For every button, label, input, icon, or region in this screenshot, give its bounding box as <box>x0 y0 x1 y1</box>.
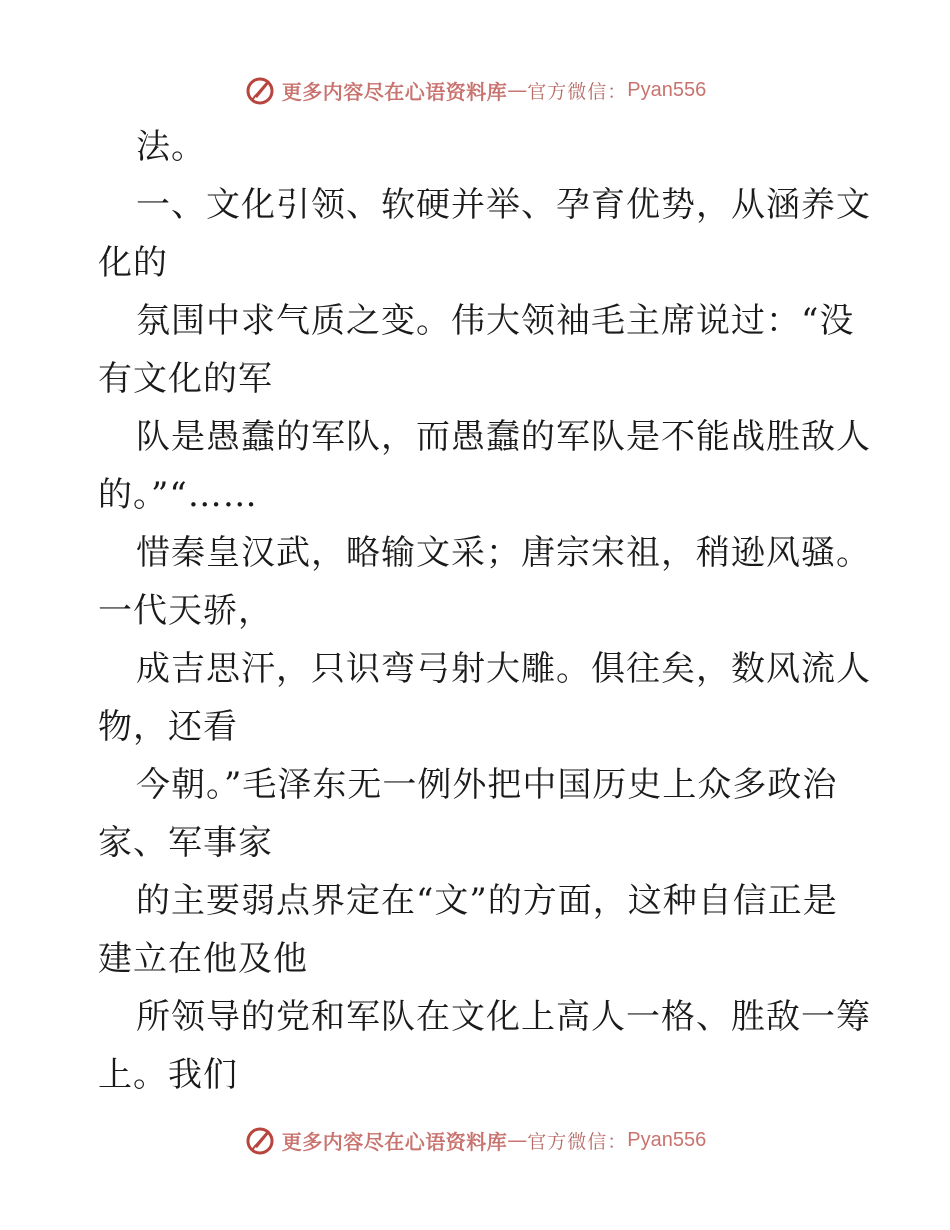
header-wechat-label: 官方微信： <box>527 80 628 103</box>
page-header-banner <box>0 70 950 110</box>
body-line: 所领导的党和军队在文化上高人一格、胜敌一筹 <box>136 997 871 1037</box>
body-line: 建立在他及他 <box>98 939 308 979</box>
footer-banner-text: 更多内容尽在心语资料库 <box>281 1129 508 1154</box>
body-line: 物，还看 <box>98 707 238 747</box>
footer-separator: — <box>507 1128 528 1152</box>
header-separator: — <box>507 78 528 102</box>
body-line: 的主要弱点界定在“文”的方面，这种自信正是 <box>136 881 838 921</box>
body-line: 今朝。”毛泽东无一例外把中国历史上众多政治 <box>136 765 838 805</box>
body-line: 法。 <box>136 127 206 167</box>
footer-wechat-id: Pyan556 <box>627 1128 707 1151</box>
quill-logo-icon <box>244 74 276 106</box>
body-line: 家、军事家 <box>98 823 273 863</box>
body-line: 上。我们 <box>98 1055 238 1095</box>
body-line: 一代天骄， <box>98 591 273 631</box>
header-wechat-id: Pyan556 <box>627 78 707 101</box>
body-line: 惜秦皇汉武，略输文采；唐宗宋祖，稍逊风骚。 <box>136 533 871 573</box>
quill-logo-icon <box>244 1124 276 1156</box>
body-line: 一、文化引领、软硬并举、孕育优势，从涵养文 <box>136 185 871 225</box>
body-line: 成吉思汗，只识弯弓射大雕。俱往矣，数风流人 <box>136 649 871 689</box>
body-line: 氛围中求气质之变。伟大领袖毛主席说过：“没 <box>136 301 855 341</box>
body-line: 队是愚蠢的军队，而愚蠢的军队是不能战胜敌人 <box>136 417 871 457</box>
page-footer-banner <box>0 1120 950 1160</box>
document-body <box>98 118 871 1104</box>
header-banner-text: 更多内容尽在心语资料库 <box>281 79 508 104</box>
body-line: 的。”“…… <box>98 475 258 515</box>
footer-wechat-label: 官方微信： <box>527 1130 628 1153</box>
body-line: 有文化的军 <box>98 359 273 399</box>
body-line: 化的 <box>98 243 168 283</box>
